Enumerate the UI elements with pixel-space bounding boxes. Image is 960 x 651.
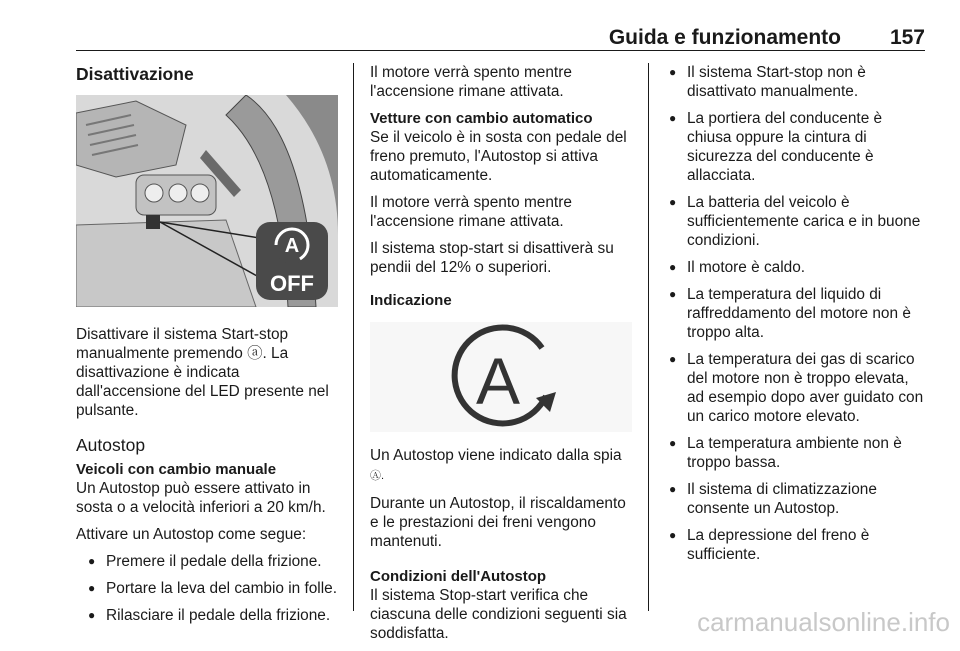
- heading-indicazione: Indicazione: [370, 292, 452, 309]
- chapter-title: Guida e funzionamento: [608, 26, 841, 49]
- paragraph: Il sistema stop-start si disattiverà su pendii del 12% o superiori.: [370, 240, 614, 276]
- list-item: ● Rilasciare il pedale della frizione.: [76, 606, 338, 625]
- autostop-inline-icon: Ⓐ.: [370, 470, 385, 482]
- paragraph: Il motore verrà spento mentre l'accensione rimane attivata.: [370, 194, 572, 230]
- badge-letter: A: [284, 235, 300, 257]
- column-divider: [648, 63, 649, 611]
- list-item: ● Il sistema di climatizzazione consente un Autostop.: [667, 480, 929, 518]
- autostop-indicator-icon: [370, 322, 632, 432]
- list-item: ● Il motore è caldo.: [667, 258, 929, 277]
- list-item: ● Premere il pedale della frizione.: [76, 552, 338, 571]
- paragraph: Il motore verrà spento mentre l'accensione rimane attivata.: [370, 64, 572, 100]
- page-number: 157: [889, 26, 925, 49]
- list-item: ● La temperatura ambiente non è troppo bassa.: [667, 434, 929, 472]
- list-item: ● La temperatura del liquido di raffreddamento del motore non è troppo alta.: [667, 285, 929, 342]
- badge-off-text: OFF: [270, 271, 314, 296]
- list-item: ● La batteria del veicolo è sufficientemente carica e in buone condizioni.: [667, 193, 929, 250]
- column-3: [667, 63, 929, 572]
- paragraph: Il sistema Stop-start verifica che ciascuna delle condizioni seguenti sia soddisfatta.: [370, 587, 627, 642]
- paragraph: Un Autostop può essere attivato in sosta o a velocità inferiori a 20 km/h.: [76, 480, 326, 516]
- subheading-automatic: Vetture con cambio automatico: [370, 110, 593, 127]
- dashboard-illustration: [76, 95, 338, 307]
- paragraph: Disattivare il sistema Start-stop manualmente premendo ⓐ. La disattivazione è indicata dall'accensione del LED presente nel pulsante.: [76, 326, 329, 419]
- indicator-letter: A: [475, 344, 521, 418]
- watermark: carmanualsonline.info: [697, 607, 950, 637]
- list-item: ● La depressione del freno è sufficiente.: [667, 526, 929, 564]
- heading-disattivazione: Disattivazione: [76, 64, 194, 84]
- list-item: ● La temperatura dei gas di scarico del motore non è troppo elevata, ad esempio dopo aver guidato con un carico motore elevato.: [667, 350, 929, 426]
- paragraph: Se il veicolo è in sosta con pedale del freno premuto, l'Autostop si attiva automaticamente.: [370, 129, 627, 184]
- subheading-conditions: Condizioni dell'Autostop: [370, 568, 547, 585]
- list-item: ● Portare la leva del cambio in folle.: [76, 579, 338, 598]
- page-header: [76, 26, 925, 51]
- bullet-list: [76, 552, 338, 625]
- conditions-list: [667, 63, 929, 564]
- column-1: [76, 63, 338, 633]
- paragraph: Attivare un Autostop come segue:: [76, 526, 307, 543]
- heading-autostop: Autostop: [76, 435, 146, 455]
- list-item: ● Il sistema Start-stop non è disattivato manualmente.: [667, 63, 929, 101]
- column-divider: [353, 63, 354, 611]
- paragraph: Un Autostop viene indicato dalla spia Ⓐ.: [370, 447, 622, 482]
- list-item: ● La portiera del conducente è chiusa oppure la cintura di sicurezza del conducente è allacciata.: [667, 109, 929, 185]
- paragraph: Durante un Autostop, il riscaldamento e le prestazioni dei freni vengono mantenuti.: [370, 495, 626, 550]
- column-2: [370, 63, 632, 651]
- subheading-manual: Veicoli con cambio manuale: [76, 461, 277, 478]
